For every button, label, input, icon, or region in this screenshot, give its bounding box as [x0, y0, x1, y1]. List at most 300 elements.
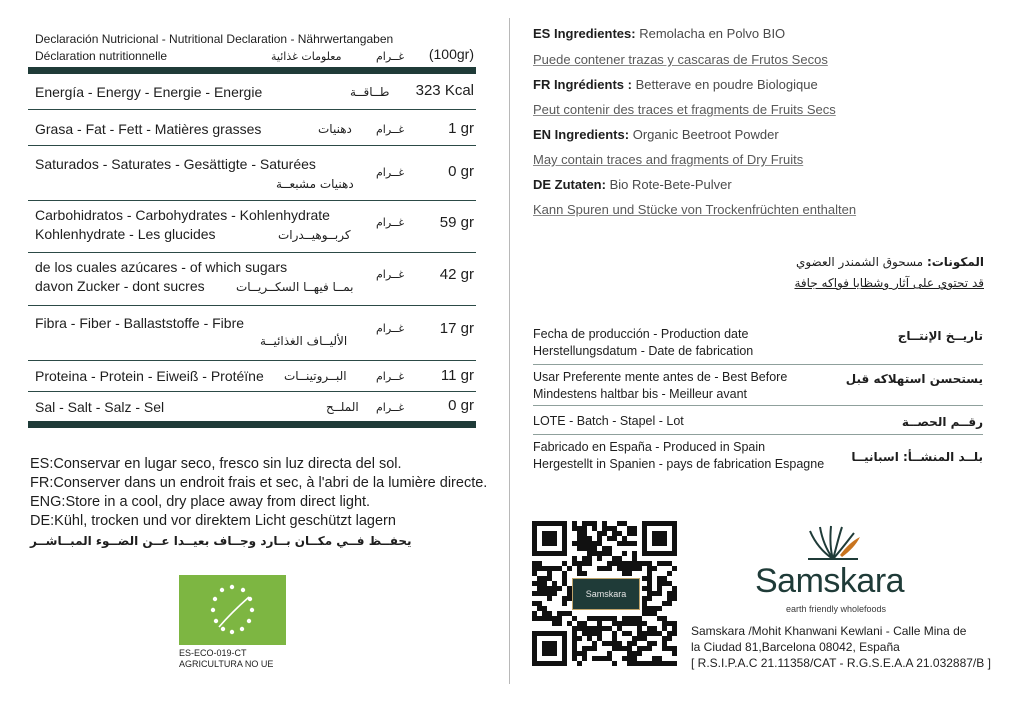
qr-module: [622, 541, 627, 546]
nutrient-label-ar: دهنيات مشبعــة: [276, 177, 354, 191]
qr-module: [637, 626, 642, 631]
qr-module: [642, 576, 647, 581]
qr-module: [672, 651, 677, 656]
qr-module: [537, 616, 542, 621]
qr-module: [647, 571, 652, 576]
nutrition-title: Declaración Nutricional - Nutritional Declaration - Nährwertangaben: [35, 32, 394, 46]
qr-module: [612, 616, 617, 621]
nutrient-label-line2: davon Zucker - dont sucres: [35, 278, 205, 294]
qr-module: [662, 626, 667, 631]
qr-module: [542, 581, 547, 586]
qr-module: [622, 646, 627, 651]
qr-module: [592, 656, 597, 661]
qr-module: [622, 631, 627, 636]
qr-module: [637, 636, 642, 641]
qr-module: [592, 546, 597, 551]
qr-module: [592, 641, 597, 646]
qr-module: [632, 561, 637, 566]
nutrient-value: 17 gr: [439, 320, 474, 337]
qr-module: [652, 626, 657, 631]
production-date: [533, 326, 983, 360]
qr-module: [672, 596, 677, 601]
qr-module: [557, 586, 562, 591]
qr-module: [582, 546, 587, 551]
nutrient-value: 1 gr: [448, 120, 474, 137]
qr-module: [542, 611, 547, 616]
qr-module: [542, 616, 547, 621]
qr-module: [597, 536, 602, 541]
qr-module: [652, 641, 657, 646]
qr-module: [542, 586, 547, 591]
qr-module: [667, 621, 672, 626]
nutrient-label-ar: البــروتينــات: [284, 369, 347, 383]
qr-module: [587, 636, 592, 641]
nutrient-label-ar: كربــوهيــدرات: [278, 228, 351, 242]
qr-module: [622, 656, 627, 661]
nutrient-label-line2: Kohlenhydrate - Les glucides: [35, 226, 216, 242]
qr-module: [617, 626, 622, 631]
qr-module: [622, 571, 627, 576]
qr-module: [617, 521, 622, 526]
nutrient-label-ar: دهنيات: [318, 122, 352, 136]
qr-module: [582, 626, 587, 631]
qr-module: [592, 541, 597, 546]
qr-module: [672, 631, 677, 636]
qr-module: [612, 561, 617, 566]
qr-module: [647, 646, 652, 651]
best-before: [533, 369, 983, 403]
qr-module: [647, 611, 652, 616]
qr-module: [612, 636, 617, 641]
qr-module: [587, 646, 592, 651]
qr-module: [672, 621, 677, 626]
qr-module: [562, 596, 567, 601]
qr-module: [577, 526, 582, 531]
qr-finder: [542, 531, 557, 546]
qr-module: [582, 526, 587, 531]
nutrient-unit-ar: غــرام: [376, 166, 405, 179]
nutrient-label-ar: طــاقــة: [350, 85, 390, 99]
qr-module: [577, 621, 582, 626]
qr-module: [642, 621, 647, 626]
ingredients-fr: [533, 77, 818, 92]
qr-module: [647, 566, 652, 571]
registration-numbers: [ R.S.I.P.A.C 21.11358/CAT - R.G.S.E.A.A 21.032887/B ]: [691, 656, 991, 670]
production-label-ar: بلــد المنشــأ: اسبانيــا: [851, 450, 983, 464]
qr-module: [627, 571, 632, 576]
qr-module: [667, 661, 672, 666]
qr-module: [642, 636, 647, 641]
qr-module: [557, 616, 562, 621]
qr-module: [632, 531, 637, 536]
nutrient-label: Energía - Energy - Energie - Energie: [35, 84, 263, 100]
qr-module: [667, 646, 672, 651]
qr-module: [607, 651, 612, 656]
qr-module: [612, 536, 617, 541]
ingredients-ar: [796, 255, 984, 269]
qr-module: [532, 571, 537, 576]
qr-module: [647, 561, 652, 566]
nutrient-value: 0 gr: [448, 163, 474, 180]
qr-module: [647, 661, 652, 666]
qr-module: [542, 606, 547, 611]
qr-module: [642, 606, 647, 611]
brand-tagline: earth friendly wholefoods: [786, 604, 887, 614]
qr-module: [572, 636, 577, 641]
qr-module: [547, 616, 552, 621]
ingredients-lang: EN Ingredients:: [533, 127, 630, 142]
qr-module: [612, 641, 617, 646]
qr-module: [557, 566, 562, 571]
qr-module: [607, 551, 612, 556]
nutrition-title-fr: Déclaration nutritionnelle: [35, 49, 168, 63]
qr-module: [627, 616, 632, 621]
qr-module: [642, 601, 647, 606]
qr-module: [632, 526, 637, 531]
qr-module: [607, 626, 612, 631]
qr-module: [582, 631, 587, 636]
qr-module: [657, 656, 662, 661]
qr-module: [602, 531, 607, 536]
qr-module: [602, 656, 607, 661]
qr-module: [662, 616, 667, 621]
qr-module: [647, 591, 652, 596]
nutrient-unit-ar: غــرام: [376, 370, 405, 383]
ingredients-ar-text: مسحوق الشمندر العضوي: [795, 255, 924, 269]
production-divider: [533, 405, 983, 406]
qr-module: [647, 576, 652, 581]
qr-module: [547, 611, 552, 616]
production-label-ar: رقــم الحصــة: [901, 415, 983, 429]
qr-module: [567, 566, 572, 571]
qr-module: [602, 521, 607, 526]
qr-module: [592, 616, 597, 621]
allergen-ar: قد تحتوي على آثار وشظايا فواكه جافة: [794, 276, 984, 290]
qr-module: [602, 546, 607, 551]
qr-module: [632, 556, 637, 561]
qr-module: [667, 631, 672, 636]
qr-module: [672, 566, 677, 571]
ingredients-de: [533, 177, 732, 192]
qr-module: [632, 656, 637, 661]
company-address: [691, 623, 991, 671]
qr-module: [582, 621, 587, 626]
qr-module: [542, 566, 547, 571]
qr-module: [642, 646, 647, 651]
eco-certification: [179, 648, 273, 670]
nutrition-row: [28, 146, 476, 201]
qr-module: [587, 521, 592, 526]
qr-module: [617, 621, 622, 626]
qr-module: [612, 646, 617, 651]
qr-module: [607, 616, 612, 621]
production-label-ar: تاريــخ الإنتــاج: [897, 329, 983, 343]
qr-module: [642, 596, 647, 601]
qr-module: [647, 626, 652, 631]
qr-module: [617, 646, 622, 651]
qr-module: [602, 616, 607, 621]
qr-module: [637, 631, 642, 636]
qr-module: [572, 631, 577, 636]
qr-module: [622, 521, 627, 526]
qr-module: [662, 581, 667, 586]
qr-module: [532, 611, 537, 616]
qr-module: [652, 566, 657, 571]
qr-module: [672, 586, 677, 591]
nutrient-label-ar: بمــا فيهــا السكــريــات: [236, 280, 354, 294]
qr-module: [582, 521, 587, 526]
qr-module: [552, 591, 557, 596]
qr-module: [532, 616, 537, 621]
qr-module: [552, 621, 557, 626]
qr-module: [637, 621, 642, 626]
batch-lot: [533, 413, 983, 431]
qr-module: [602, 626, 607, 631]
qr-module: [637, 651, 642, 656]
qr-module: [627, 526, 632, 531]
qr-module: [652, 591, 657, 596]
qr-module: [672, 591, 677, 596]
qr-module: [592, 526, 597, 531]
qr-module: [632, 636, 637, 641]
qr-module: [577, 626, 582, 631]
qr-module: [592, 626, 597, 631]
qr-module: [627, 661, 632, 666]
qr-module: [622, 561, 627, 566]
production-label-line2: Mindestens haltbar bis - Meilleur avant: [533, 387, 747, 401]
qr-module: [542, 591, 547, 596]
qr-module: [622, 551, 627, 556]
nutrient-label: Proteina - Protein - Eiweiß - Protéïne: [35, 368, 264, 384]
qr-module: [652, 661, 657, 666]
qr-module: [632, 616, 637, 621]
qr-module: [632, 541, 637, 546]
qr-module: [582, 651, 587, 656]
address-line: la Ciudad 81,Barcelona 08042, España: [691, 640, 900, 654]
qr-module: [627, 641, 632, 646]
qr-module: [597, 656, 602, 661]
storage-eng: ENG:Store in a cool, dry place away from direct light.: [30, 494, 371, 510]
qr-module: [607, 566, 612, 571]
qr-module: [627, 646, 632, 651]
nutrient-value: 11 gr: [440, 367, 474, 384]
qr-module: [532, 561, 537, 566]
qr-module: [627, 656, 632, 661]
qr-module: [567, 611, 572, 616]
qr-module: [602, 551, 607, 556]
qr-module: [652, 611, 657, 616]
qr-module: [587, 551, 592, 556]
nutrient-label: Fibra - Fiber - Ballaststoffe - Fibre: [35, 315, 245, 331]
qr-module: [582, 561, 587, 566]
qr-module: [637, 661, 642, 666]
qr-module: [537, 581, 542, 586]
qr-module: [612, 621, 617, 626]
qr-module: [642, 586, 647, 591]
storage-de: DE:Kühl, trocken und vor direktem Licht geschützt lagern: [30, 513, 396, 529]
qr-module: [547, 591, 552, 596]
production-label: LOTE - Batch - Stapel - Lot: [533, 414, 684, 428]
qr-module: [617, 531, 622, 536]
qr-module: [562, 571, 567, 576]
qr-module: [607, 536, 612, 541]
qr-module: [672, 646, 677, 651]
nutrient-unit-ar: غــرام: [376, 322, 405, 335]
qr-module: [657, 591, 662, 596]
qr-module: [597, 531, 602, 536]
qr-module: [607, 656, 612, 661]
qr-module: [597, 626, 602, 631]
nutrient-label: Sal - Salt - Salz - Sel: [35, 399, 165, 415]
ingredients-text: Betterave en poudre Biologique: [635, 77, 818, 92]
qr-module: [667, 571, 672, 576]
ingredients-lang: ES Ingredientes:: [533, 26, 636, 41]
ingredients-text: Organic Beetroot Powder: [632, 127, 779, 142]
qr-module: [627, 621, 632, 626]
qr-module: [532, 601, 537, 606]
production-divider: [533, 434, 983, 435]
qr-module: [662, 641, 667, 646]
qr-module: [607, 546, 612, 551]
qr-finder: [542, 641, 557, 656]
qr-module: [627, 651, 632, 656]
qr-module: [587, 546, 592, 551]
qr-module: [532, 591, 537, 596]
ingredients-es: [533, 26, 785, 41]
qr-module: [607, 561, 612, 566]
qr-module: [592, 646, 597, 651]
nutrient-unit-ar: غــرام: [376, 268, 405, 281]
qr-module: [647, 641, 652, 646]
qr-module: [637, 616, 642, 621]
eco-origin: AGRICULTURA NO UE: [179, 659, 274, 669]
qr-module: [557, 621, 562, 626]
qr-module: [577, 541, 582, 546]
nutrition-title-ar: معلومات غذائية: [271, 50, 342, 63]
qr-module: [592, 521, 597, 526]
qr-module: [622, 621, 627, 626]
qr-module: [662, 576, 667, 581]
qr-module: [572, 651, 577, 656]
qr-module: [647, 581, 652, 586]
qr-module: [597, 566, 602, 571]
qr-module: [642, 611, 647, 616]
nutrient-unit-ar: غــرام: [376, 216, 405, 229]
qr-module: [627, 566, 632, 571]
qr-module: [577, 651, 582, 656]
qr-module: [652, 631, 657, 636]
ingredients-en: [533, 127, 779, 142]
qr-module: [587, 536, 592, 541]
nutrient-unit-ar: غــرام: [376, 401, 405, 414]
qr-module: [537, 606, 542, 611]
nutrition-per: (100gr): [428, 46, 474, 62]
qr-module: [627, 561, 632, 566]
storage-es: ES:Conservar en lugar seco, fresco sin luz directa del sol.: [30, 456, 402, 472]
qr-module: [537, 576, 542, 581]
qr-module: [552, 586, 557, 591]
qr-module: [657, 661, 662, 666]
qr-module: [627, 531, 632, 536]
qr-module: [537, 601, 542, 606]
qr-module: [662, 621, 667, 626]
qr-module: [562, 581, 567, 586]
qr-module: [552, 566, 557, 571]
qr-module: [592, 551, 597, 556]
qr-module: [577, 546, 582, 551]
qr-module: [557, 611, 562, 616]
address-line: Samskara /Mohit Khanwani Kewlani - Calle Mina de: [691, 624, 967, 638]
nutrient-label: Saturados - Saturates - Gesättigte - Saturées: [35, 156, 316, 172]
production-label-ar: يستحسن استهلاكه قبل: [845, 372, 983, 386]
qr-module: [627, 541, 632, 546]
qr-module: [577, 561, 582, 566]
qr-module: [562, 576, 567, 581]
qr-module: [657, 576, 662, 581]
qr-module: [577, 661, 582, 666]
storage-instructions: [30, 455, 487, 551]
qr-module: [657, 606, 662, 611]
qr-module: [647, 631, 652, 636]
qr-module: [667, 596, 672, 601]
nutrient-label-ar: الأليــاف الغذائيــة: [260, 334, 348, 348]
qr-module: [637, 566, 642, 571]
nutrient-value: 0 gr: [448, 397, 474, 414]
qr-module: [572, 521, 577, 526]
qr-module: [607, 641, 612, 646]
qr-module: [562, 601, 567, 606]
nutrition-row: [28, 201, 476, 253]
production-label-line2: Hergestellt in Spanien - pays de fabrication Espagne: [533, 457, 825, 471]
qr-module: [637, 646, 642, 651]
qr-module: [547, 566, 552, 571]
qr-module: [597, 616, 602, 621]
qr-module: [582, 531, 587, 536]
qr-module: [612, 526, 617, 531]
qr-module: [647, 596, 652, 601]
qr-module: [597, 551, 602, 556]
qr-module: [537, 591, 542, 596]
qr-module: [617, 566, 622, 571]
qr-module: [572, 641, 577, 646]
qr-module: [597, 636, 602, 641]
qr-module: [587, 561, 592, 566]
brand-name: Samskara: [755, 562, 905, 600]
production-label: Fabricado en España - Produced in Spain: [533, 440, 766, 454]
qr-module: [547, 586, 552, 591]
ingredients-ar-label: المكونات:: [926, 255, 984, 269]
samskara-tree-logo-icon: [804, 525, 862, 561]
qr-module: [662, 561, 667, 566]
qr-module: [632, 651, 637, 656]
allergen-de: Kann Spuren und Stücke von Trockenfrüchten enthalten: [533, 202, 857, 217]
qr-module: [667, 591, 672, 596]
qr-module: [632, 621, 637, 626]
qr-module: [552, 581, 557, 586]
qr-module: [632, 641, 637, 646]
qr-module: [657, 581, 662, 586]
qr-module: [532, 566, 537, 571]
nutrition-top-bar: [28, 67, 476, 74]
qr-module: [582, 656, 587, 661]
qr-module: [572, 656, 577, 661]
nutrient-value: 323 Kcal: [415, 82, 474, 99]
qr-module: [612, 631, 617, 636]
ingredients-lang: DE Zutaten:: [533, 177, 606, 192]
qr-module: [587, 631, 592, 636]
panel-divider: [509, 18, 510, 684]
qr-module: [657, 561, 662, 566]
